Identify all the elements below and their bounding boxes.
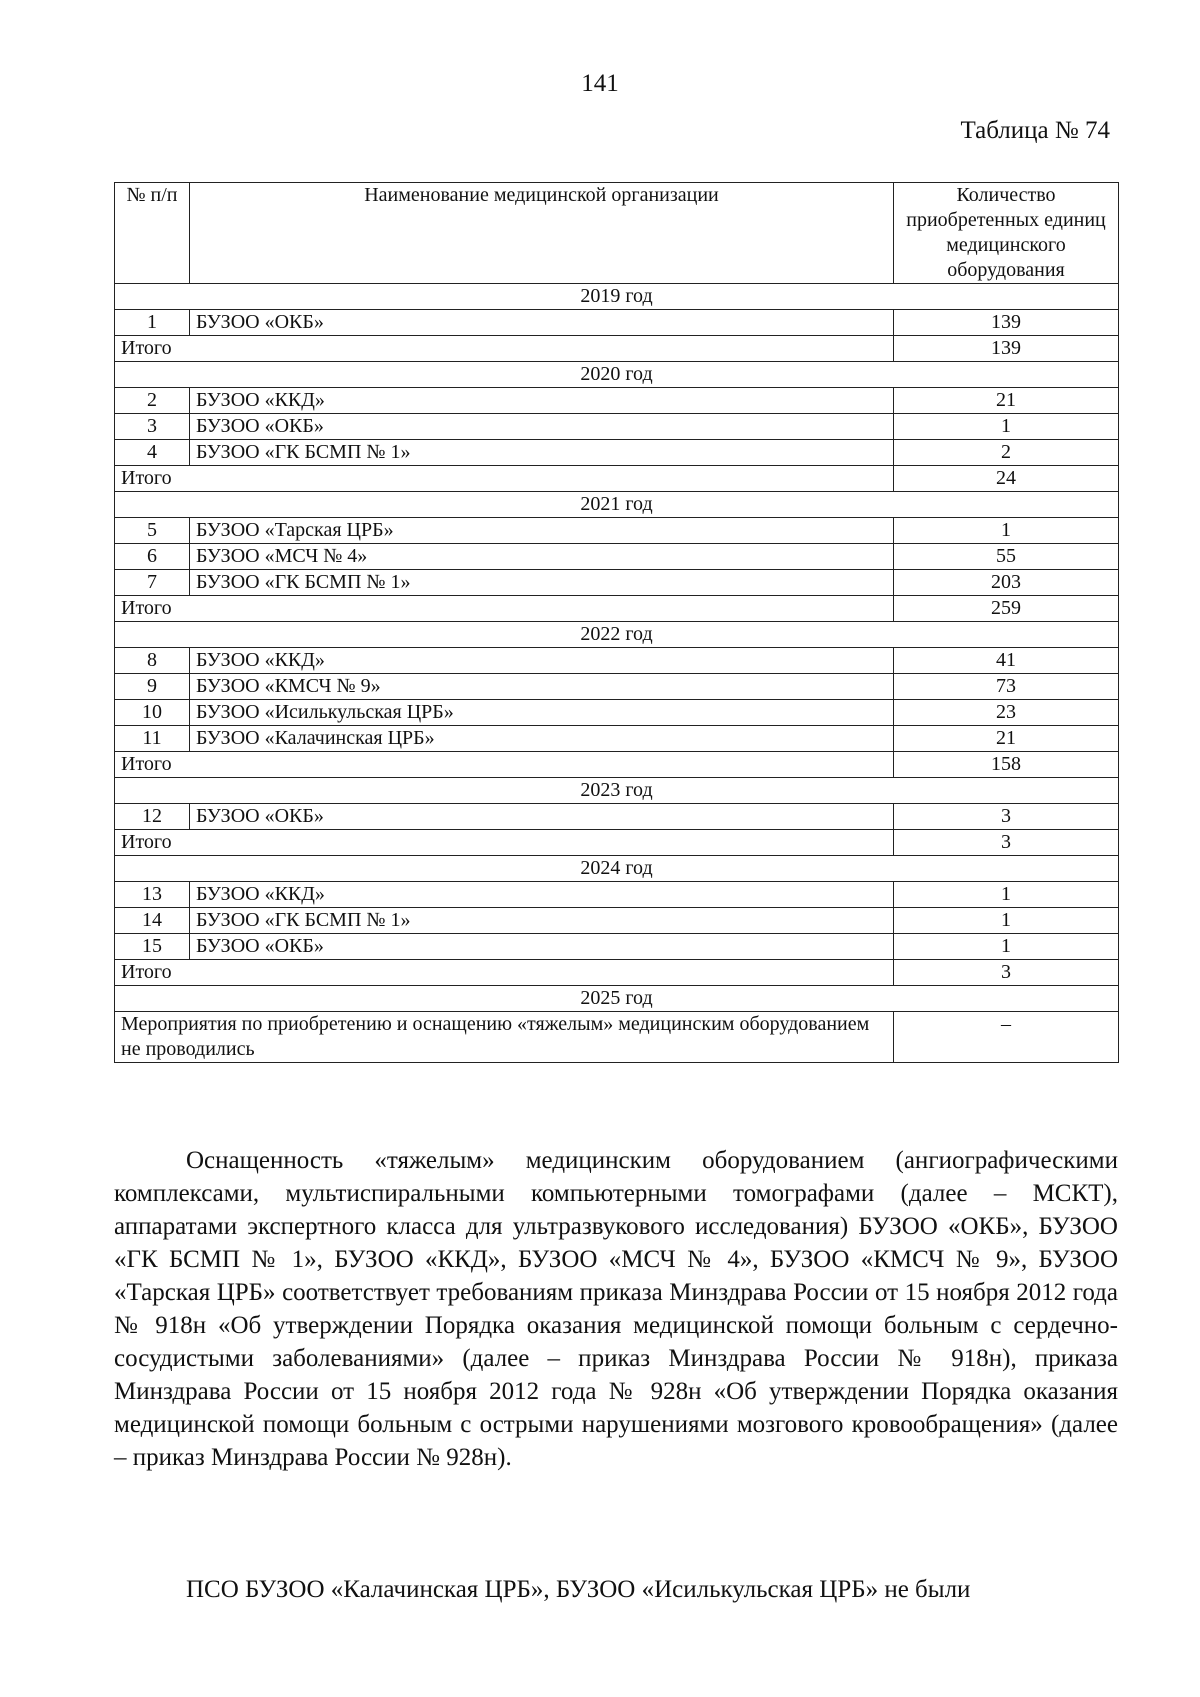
row-number: 13 [115,882,190,908]
year-label: 2020 год [115,362,1119,388]
row-number: 1 [115,310,190,336]
total-value: 24 [894,466,1119,492]
equipment-quantity: 41 [894,648,1119,674]
year-label: 2025 год [115,986,1119,1012]
row-number: 7 [115,570,190,596]
organization-name: БУЗОО «МСЧ № 4» [190,544,894,570]
table-row [115,804,1119,830]
row-number: 6 [115,544,190,570]
equipment-quantity: 1 [894,414,1119,440]
table-row [115,518,1119,544]
year-row [115,492,1119,518]
total-row [115,466,1119,492]
equipment-quantity: 203 [894,570,1119,596]
total-value: 3 [894,830,1119,856]
row-number: 15 [115,934,190,960]
table-row [115,414,1119,440]
organization-name: БУЗОО «Калачинская ЦРБ» [190,726,894,752]
header-quantity: Количество приобретенных единиц медицинского оборудования [894,183,1119,284]
row-number: 9 [115,674,190,700]
organization-name: БУЗОО «ОКБ» [190,934,894,960]
table-row [115,726,1119,752]
equipment-quantity: 73 [894,674,1119,700]
note-row [115,1012,1119,1063]
total-label: Итого [115,596,894,622]
organization-name: БУЗОО «ККД» [190,648,894,674]
page-number: 141 [581,70,619,97]
total-row [115,336,1119,362]
total-value: 3 [894,960,1119,986]
organization-name: БУЗОО «ГК БСМП № 1» [190,570,894,596]
table-row [115,570,1119,596]
equipment-quantity: 139 [894,310,1119,336]
table-row [115,674,1119,700]
body-paragraph-1: Оснащенность «тяжелым» медицинским оборудованием (ангиографическими комплексами, мультиспиральными компьютерными томографами (далее – МСКТ), аппаратами экспертного класса для ультразвукового исследования) БУЗОО «ОКБ», БУЗОО «ГК БСМП № 1», БУЗОО «ККД», БУЗОО «МСЧ № 4», БУЗОО «КМСЧ № 9», БУЗОО «Тарская ЦРБ» соответствует требованиям приказа Минздрава России от 15 ноября 2012 года № 918н «Об утверждении Порядка оказания медицинской помощи больным с сердечно-сосудистыми заболеваниями» (далее – приказ Минздрава России № 918н), приказа Минздрава России от 15 ноября 2012 года № 928н «Об утверждении Порядка оказания медицинской помощи больным с острыми нарушениями мозгового кровообращения» (далее – приказ Минздрава России № 928н). [114,1147,1118,1471]
year-row [115,778,1119,804]
equipment-quantity: 3 [894,804,1119,830]
year-row [115,856,1119,882]
row-number: 4 [115,440,190,466]
year-row [115,284,1119,310]
total-label: Итого [115,830,894,856]
organization-name: БУЗОО «КМСЧ № 9» [190,674,894,700]
total-label: Итого [115,752,894,778]
row-number: 8 [115,648,190,674]
total-value: 139 [894,336,1119,362]
organization-name: БУЗОО «Тарская ЦРБ» [190,518,894,544]
table-row [115,544,1119,570]
table-row [115,388,1119,414]
table-row [115,648,1119,674]
organization-name: БУЗОО «ОКБ» [190,310,894,336]
organization-name: БУЗОО «ГК БСМП № 1» [190,440,894,466]
organization-name: БУЗОО «ГК БСМП № 1» [190,908,894,934]
equipment-quantity: 21 [894,388,1119,414]
total-row [115,960,1119,986]
table-row [115,934,1119,960]
year-label: 2023 год [115,778,1119,804]
row-number: 3 [115,414,190,440]
table-row [115,882,1119,908]
year-label: 2019 год [115,284,1119,310]
row-number: 10 [115,700,190,726]
table-caption: Таблица № 74 [960,117,1110,144]
equipment-table [114,182,1119,1063]
table-row [115,440,1119,466]
row-number: 14 [115,908,190,934]
header-number: № п/п [115,183,190,284]
total-label: Итого [115,466,894,492]
row-number: 5 [115,518,190,544]
body-paragraph-2: ПСО БУЗОО «Калачинская ЦРБ», БУЗОО «Исилькульская ЦРБ» не были [186,1576,971,1603]
organization-name: БУЗОО «ОКБ» [190,804,894,830]
equipment-quantity: 1 [894,908,1119,934]
year-row [115,362,1119,388]
equipment-quantity: 1 [894,934,1119,960]
organization-name: БУЗОО «Исилькульская ЦРБ» [190,700,894,726]
total-label: Итого [115,960,894,986]
equipment-quantity: 1 [894,882,1119,908]
table-body [115,183,1119,1063]
organization-name: БУЗОО «ККД» [190,882,894,908]
equipment-quantity: 2 [894,440,1119,466]
total-row [115,752,1119,778]
row-number: 11 [115,726,190,752]
organization-name: БУЗОО «ОКБ» [190,414,894,440]
table-row [115,700,1119,726]
organization-name: БУЗОО «ККД» [190,388,894,414]
row-number: 12 [115,804,190,830]
note-text: Мероприятия по приобретению и оснащению «тяжелым» медицинским оборудованием не проводились [115,1012,894,1063]
equipment-quantity: 23 [894,700,1119,726]
equipment-quantity: 21 [894,726,1119,752]
table-header-row [115,183,1119,284]
row-number: 2 [115,388,190,414]
table-row [115,908,1119,934]
year-label: 2024 год [115,856,1119,882]
year-label: 2022 год [115,622,1119,648]
year-row [115,622,1119,648]
equipment-quantity: 1 [894,518,1119,544]
total-value: 259 [894,596,1119,622]
total-label: Итого [115,336,894,362]
year-label: 2021 год [115,492,1119,518]
total-row [115,830,1119,856]
header-organization: Наименование медицинской организации [190,183,894,284]
equipment-quantity: 55 [894,544,1119,570]
year-row [115,986,1119,1012]
note-value: – [894,1012,1119,1063]
total-row [115,596,1119,622]
table-row [115,310,1119,336]
total-value: 158 [894,752,1119,778]
